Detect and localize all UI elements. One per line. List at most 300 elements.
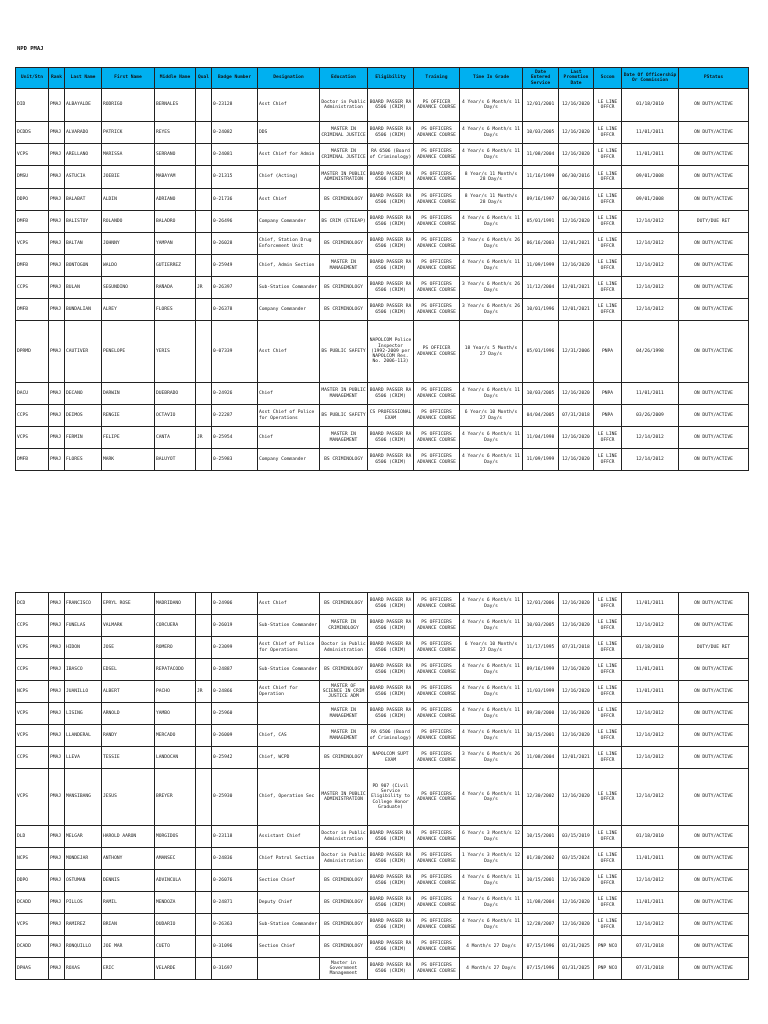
table-cell: 12/14/2012	[622, 769, 679, 826]
table-cell: 10/15/2001	[523, 870, 559, 892]
table-cell	[196, 769, 212, 826]
table-cell: 0-26009	[212, 725, 258, 747]
table-cell: 0-23118	[212, 826, 258, 848]
personnel-table-2	[15, 592, 749, 980]
table-cell: BOARD PASSER RA 6506 (CRIM)	[368, 383, 414, 405]
table-header	[16, 68, 749, 89]
table-cell: FLORES	[65, 449, 102, 471]
table-cell	[196, 211, 212, 233]
table-cell: Asst Chief	[258, 89, 320, 122]
table-cell	[196, 826, 212, 848]
table-cell: 03/15/2019	[559, 826, 594, 848]
table-cell: 11/12/2004	[523, 277, 559, 299]
table-cell: MASTER IN MANAGEMENT	[320, 427, 368, 449]
column-header: PStatus	[679, 68, 749, 89]
table-cell: ON DUTY/ACTIVE	[679, 892, 749, 914]
table-cell: 12/01/2021	[559, 299, 594, 321]
table-cell: 11/01/2011	[622, 659, 679, 681]
table-cell: NAPOLCOM SUPT EXAM	[368, 747, 414, 769]
table-cell: BULAN	[65, 277, 102, 299]
table-cell: 3 Year/s 6 Month/s 26 Day/s	[460, 233, 523, 255]
table-cell: BS CRIMINOLOGY	[320, 277, 368, 299]
table-cell: GUTIERREZ	[155, 255, 196, 277]
table-cell: PMAJ	[49, 405, 65, 427]
table-cell: BS CRIMINOLOGY	[320, 870, 368, 892]
table-cell: ON DUTY/ACTIVE	[679, 299, 749, 321]
table-cell: 0-24906	[212, 593, 258, 615]
table-row	[16, 383, 749, 405]
table-cell: CS PROFESSIONAL EXAM	[368, 405, 414, 427]
table-cell: 07/31/2018	[559, 637, 594, 659]
table-cell: RAMIL	[102, 892, 155, 914]
table-cell: MARK	[102, 449, 155, 471]
table-cell: PMAJ	[49, 958, 65, 980]
column-header: Unit/Stn	[16, 68, 49, 89]
table-cell: PS OFFICERS ADVANCE COURSE	[414, 427, 460, 449]
table-cell: RAÑADA	[155, 277, 196, 299]
table-cell: CCPS	[16, 747, 49, 769]
table-cell: 01/31/2025	[559, 936, 594, 958]
table-cell: ALBAYALDE	[65, 89, 102, 122]
table-cell: 0-22287	[212, 405, 258, 427]
table-cell: 12/14/2012	[622, 233, 679, 255]
column-header: Middle Name	[155, 68, 196, 89]
table-cell: 07/15/1996	[523, 958, 559, 980]
table-cell: MASTER IN PUBLIC MANAGEMENT	[320, 383, 368, 405]
table-cell: BREYER	[155, 769, 196, 826]
table-cell: ON DUTY/ACTIVE	[679, 593, 749, 615]
table-cell: ON DUTY/ACTIVE	[679, 769, 749, 826]
table-cell: 10/03/2005	[523, 122, 559, 144]
table-cell: PNP NCO	[594, 936, 622, 958]
table-cell: 11/09/1999	[523, 255, 559, 277]
table-row	[16, 144, 749, 166]
table-cell: DMFB	[16, 299, 49, 321]
table-cell: PS OFFICERS ADVANCE COURSE	[414, 449, 460, 471]
table-cell: 11/04/1998	[523, 427, 559, 449]
table-cell: Section Chief	[258, 870, 320, 892]
table-cell: BS CRIMINOLOGY	[320, 189, 368, 211]
table-cell	[196, 637, 212, 659]
table-row	[16, 593, 749, 615]
table-cell: 3 Year/s 6 Month/s 26 Day/s	[460, 277, 523, 299]
table-row	[16, 892, 749, 914]
column-header: Badge Number	[212, 68, 258, 89]
table-cell: CCPS	[16, 659, 49, 681]
page-label: NPD PMAJ	[17, 46, 44, 52]
table-cell: LE LINE OFFCR	[594, 826, 622, 848]
table-cell: Chief	[258, 427, 320, 449]
table-cell: JR	[196, 427, 212, 449]
table-cell: DEIMOS	[65, 405, 102, 427]
table-cell: 4 Year/s 6 Month/s 11 Day/s	[460, 449, 523, 471]
column-header: Eligibility	[368, 68, 414, 89]
table-cell: 12/16/2020	[559, 681, 594, 703]
table-cell: 0-23128	[212, 89, 258, 122]
table-cell: ON DUTY/ACTIVE	[679, 427, 749, 449]
table-cell: NCPS	[16, 848, 49, 870]
table-cell: 11/01/2011	[622, 383, 679, 405]
table-cell: 12/28/2007	[523, 914, 559, 936]
table-cell: Asst Chief of Police for Operations	[258, 405, 320, 427]
table-cell: BOARD PASSER RA 6506 (CRIM)	[368, 958, 414, 980]
table-cell: 07/31/2018	[559, 405, 594, 427]
table-row	[16, 615, 749, 637]
table-cell: Master in Government Management	[320, 958, 368, 980]
table-cell: LE LINE OFFCR	[594, 144, 622, 166]
table-cell: PS OFFICERS ADVANCE COURSE	[414, 615, 460, 637]
table-cell: 4 Year/s 6 Month/s 11 Day/s	[460, 703, 523, 725]
table-cell: 06/30/2016	[559, 189, 594, 211]
table-cell: Asst Chief	[258, 321, 320, 383]
table-cell: ADRIANO	[155, 189, 196, 211]
table-cell: DPRMD	[16, 321, 49, 383]
table-cell: BUNDALIAN	[65, 299, 102, 321]
table-cell: 12/14/2012	[622, 277, 679, 299]
table-cell: 11/01/2011	[622, 593, 679, 615]
table-cell: Asst Chief	[258, 189, 320, 211]
table-cell: BOARD PASSER RA 6506 (CRIM)	[368, 870, 414, 892]
column-header: Last Name	[65, 68, 102, 89]
table-cell	[196, 299, 212, 321]
table-row	[16, 747, 749, 769]
table-cell: PMAJ	[49, 892, 65, 914]
table-cell: ON DUTY/ACTIVE	[679, 449, 749, 471]
table-cell: MERCADO	[155, 725, 196, 747]
table-row	[16, 681, 749, 703]
table-cell: BOARD PASSER RA 6506 (CRIM)	[368, 659, 414, 681]
table-row	[16, 299, 749, 321]
table-cell: LE LINE OFFCR	[594, 277, 622, 299]
table-cell: 0-24887	[212, 659, 258, 681]
table-cell: 0-25954	[212, 427, 258, 449]
table-cell: MADRIDANO	[155, 593, 196, 615]
table-cell: PS OFFICERS ADVANCE COURSE	[414, 848, 460, 870]
table-cell: DCADD	[16, 936, 49, 958]
table-cell: 12/16/2020	[559, 89, 594, 122]
table-cell: BS CRIMINOLOGY	[320, 593, 368, 615]
table-cell: RA 6506 (Board of Criminology)	[368, 144, 414, 166]
table-cell: PMAJ	[49, 747, 65, 769]
table-cell: 11/08/2004	[523, 144, 559, 166]
table-cell	[258, 703, 320, 725]
table-cell: BOARD PASSER RA 6506 (CRIM)	[368, 681, 414, 703]
table-cell: 4 Year/s 6 Month/s 11 Day/s	[460, 122, 523, 144]
table-cell: 04/26/1998	[622, 321, 679, 383]
table-cell: PS OFFICERS ADVANCE COURSE	[414, 405, 460, 427]
table-cell: ON DUTY/ACTIVE	[679, 659, 749, 681]
table-row	[16, 637, 749, 659]
column-header: Time In Grade	[460, 68, 523, 89]
table-cell: PMAJ	[49, 427, 65, 449]
table-cell: ON DUTY/ACTIVE	[679, 703, 749, 725]
table-cell: BRIAN	[102, 914, 155, 936]
table-cell	[196, 659, 212, 681]
table-cell: PS OFFICERS ADVANCE COURSE	[414, 637, 460, 659]
table-cell: Sub-Station Commander	[258, 615, 320, 637]
table-cell: YAMPAN	[155, 233, 196, 255]
table-cell: VCPS	[16, 637, 49, 659]
table-cell: BOARD PASSER RA 6506 (CRIM)	[368, 211, 414, 233]
table-cell: ON DUTY/ACTIVE	[679, 122, 749, 144]
table-row	[16, 703, 749, 725]
table-cell: 4 Year/s 6 Month/s 11 Day/s	[460, 211, 523, 233]
table-cell: LE LINE OFFCR	[594, 122, 622, 144]
table-cell: PMAJ	[49, 936, 65, 958]
table-cell: 3 Year/s 6 Month/s 26 Day/s	[460, 299, 523, 321]
table-cell: LE LINE OFFCR	[594, 637, 622, 659]
table-cell: MANSIBANG	[65, 769, 102, 826]
table-cell: JOE MAR	[102, 936, 155, 958]
table-cell: 0-26397	[212, 277, 258, 299]
table-row	[16, 211, 749, 233]
table-cell: LE LINE OFFCR	[594, 211, 622, 233]
table-cell: 3 Year/s 6 Month/s 26 Day/s	[460, 747, 523, 769]
table-row	[16, 233, 749, 255]
table-row	[16, 166, 749, 189]
table-cell: PMAJ	[49, 769, 65, 826]
table-cell: DUTY/DUE RET	[679, 637, 749, 659]
table-cell: MARISSA	[102, 144, 155, 166]
table-cell: LE LINE OFFCR	[594, 233, 622, 255]
table-cell: Chief Patrol Section	[258, 848, 320, 870]
table-cell: LE LINE OFFCR	[594, 166, 622, 189]
table-cell: 11/01/2011	[622, 892, 679, 914]
table-cell: PS OFFICERS ADVANCE COURSE	[414, 166, 460, 189]
table-cell: 07/31/2018	[622, 936, 679, 958]
table-cell: PMAJ	[49, 637, 65, 659]
table-cell: 4 Month/s 27 Day/s	[460, 936, 523, 958]
table-cell: ON DUTY/ACTIVE	[679, 89, 749, 122]
table-cell: 0-24081	[212, 144, 258, 166]
table-cell: BOARD PASSER RA 6506 (CRIM)	[368, 593, 414, 615]
table-cell: Doctor in Public Administration	[320, 848, 368, 870]
table-cell: 12/16/2020	[559, 211, 594, 233]
table-cell: PS OFFICERS ADVANCE COURSE	[414, 299, 460, 321]
table-cell: FELIPE	[102, 427, 155, 449]
table-cell: 04/04/2005	[523, 405, 559, 427]
table-cell: PS OFFICERS ADVANCE COURSE	[414, 659, 460, 681]
table-cell: DPHAS	[16, 958, 49, 980]
table-cell: 12/01/2001	[523, 89, 559, 122]
table-cell: 11/09/1999	[523, 449, 559, 471]
table-cell: 06/16/2003	[523, 233, 559, 255]
table-cell: RONQUILLO	[65, 936, 102, 958]
table-cell: ON DUTY/ACTIVE	[679, 405, 749, 427]
table-cell: PMAJ	[49, 122, 65, 144]
table-cell: BOARD PASSER RA 6506 (CRIM)	[368, 914, 414, 936]
table-cell: PNPA	[594, 405, 622, 427]
table-cell: ANTHONY	[102, 848, 155, 870]
table-cell: BALUYOT	[155, 449, 196, 471]
table-cell	[196, 122, 212, 144]
table-cell: PS OFFICERS ADVANCE COURSE	[414, 936, 460, 958]
table-cell: BOARD PASSER RA 6506 (CRIM)	[368, 848, 414, 870]
table-cell: ON DUTY/ACTIVE	[679, 255, 749, 277]
table-cell: FUNELAS	[65, 615, 102, 637]
table-cell: BS CRIMINOLOGY	[320, 936, 368, 958]
table-cell: BS PUBLIC SAFETY	[320, 405, 368, 427]
table-cell	[196, 189, 212, 211]
table-cell: 4 Year/s 6 Month/s 11 Day/s	[460, 725, 523, 747]
table-cell	[196, 892, 212, 914]
table-cell: 11/01/2011	[622, 681, 679, 703]
table-cell	[196, 89, 212, 122]
table-cell: 12/16/2020	[559, 914, 594, 936]
table-cell: CANTA	[155, 427, 196, 449]
table-cell: VALMARK	[102, 615, 155, 637]
table-cell: PS OFFICERS ADVANCE COURSE	[414, 255, 460, 277]
table-cell: MASTER IN CRIMINOLOGY	[320, 615, 368, 637]
table-cell: PS OFFICERS ADVANCE COURSE	[414, 211, 460, 233]
table-cell: JOEBIE	[102, 166, 155, 189]
table-cell: 4 Year/s 6 Month/s 11 Day/s	[460, 383, 523, 405]
table-cell: RENGIE	[102, 405, 155, 427]
table-cell: 09/30/2000	[523, 703, 559, 725]
table-cell: ADVINCULA	[155, 870, 196, 892]
table-cell: ON DUTY/ACTIVE	[679, 144, 749, 166]
table-cell: PS OFFICERS ADVANCE COURSE	[414, 122, 460, 144]
table-row	[16, 848, 749, 870]
table-row	[16, 277, 749, 299]
table-cell: IBASCO	[65, 659, 102, 681]
table-cell: MORGIDOS	[155, 826, 196, 848]
table-cell: CCPS	[16, 615, 49, 637]
table-cell: 11/08/2004	[523, 892, 559, 914]
table-cell: HAROLD AARON	[102, 826, 155, 848]
table-cell: LE LINE OFFCR	[594, 615, 622, 637]
table-cell: NCPS	[16, 681, 49, 703]
table-cell: PNP NCO	[594, 958, 622, 980]
table-cell: ON DUTY/ACTIVE	[679, 166, 749, 189]
table-cell: LE LINE OFFCR	[594, 747, 622, 769]
table-cell: PILLOS	[65, 892, 102, 914]
table-cell: 0-24866	[212, 681, 258, 703]
table-cell: ASTUCIA	[65, 166, 102, 189]
table-cell: 0-24836	[212, 848, 258, 870]
table-cell: BALISTOY	[65, 211, 102, 233]
table-cell: LE LINE OFFCR	[594, 870, 622, 892]
table-cell: ALDIN	[102, 189, 155, 211]
table-cell: MENDOZA	[155, 892, 196, 914]
table-cell	[196, 936, 212, 958]
table-cell: FLORES	[155, 299, 196, 321]
table-cell: 07/15/1996	[523, 936, 559, 958]
table-cell: CUETO	[155, 936, 196, 958]
table-cell: 01/18/2010	[622, 89, 679, 122]
table-cell: BS CRIMINOLOGY	[320, 233, 368, 255]
table-cell: 6 Year/s 10 Month/s 27 Day/s	[460, 405, 523, 427]
table-cell: PS OFFICERS ADVANCE COURSE	[414, 769, 460, 826]
table-cell: CCPS	[16, 277, 49, 299]
table-cell: PS OFFICERS ADVANCE COURSE	[414, 958, 460, 980]
table-cell: LE LINE OFFCR	[594, 769, 622, 826]
table-cell: Doctor in Public Administration	[320, 89, 368, 122]
column-header: Date Of Officership Or Commission	[622, 68, 679, 89]
table-cell: Doctor in Public Administration	[320, 637, 368, 659]
table-cell: BOARD PASSER RA 6506 (CRIM)	[368, 449, 414, 471]
table-cell: 0-26378	[212, 299, 258, 321]
table-cell: 12/30/2002	[523, 769, 559, 826]
table-cell: BOARD PASSER RA 6506 (CRIM)	[368, 703, 414, 725]
table-row	[16, 936, 749, 958]
table-cell: MASTER IN MANAGEMENT	[320, 255, 368, 277]
table-cell: 12/16/2020	[559, 725, 594, 747]
table-row	[16, 89, 749, 122]
table-cell: 0-21315	[212, 166, 258, 189]
table-cell: 12/16/2020	[559, 449, 594, 471]
table-cell: LE LINE OFFCR	[594, 189, 622, 211]
table-cell: 12/16/2020	[559, 144, 594, 166]
column-header: Rank	[49, 68, 65, 89]
table-cell: 12/14/2012	[622, 449, 679, 471]
table-cell: MASTER IN PUBLIC ADMINISTRATION	[320, 769, 368, 826]
table-cell: OCTAVIO	[155, 405, 196, 427]
table-cell: 12/01/2021	[559, 277, 594, 299]
table-cell: ALBERT	[102, 681, 155, 703]
table-cell: PS OFFICERS ADVANCE COURSE	[414, 277, 460, 299]
table-cell: 4 Year/s 6 Month/s 11 Day/s	[460, 615, 523, 637]
column-header: Qual	[196, 68, 212, 89]
table-cell: LANDOCAN	[155, 747, 196, 769]
table-cell: 12/16/2020	[559, 892, 594, 914]
table-row	[16, 255, 749, 277]
table-cell: FRANCISCO	[65, 593, 102, 615]
table-cell: BALTAN	[65, 233, 102, 255]
table-cell: FERMIN	[65, 427, 102, 449]
table-cell: 0-26028	[212, 233, 258, 255]
table-cell: 0-24871	[212, 892, 258, 914]
table-cell: ON DUTY/ACTIVE	[679, 958, 749, 980]
table-cell: DENNIS	[102, 870, 155, 892]
table-cell: MONDEJAR	[65, 848, 102, 870]
table-cell: ON DUTY/ACTIVE	[679, 914, 749, 936]
table-cell: 0-21736	[212, 189, 258, 211]
table-cell	[196, 166, 212, 189]
table-cell: BOARD PASSER RA 6506 (CRIM)	[368, 255, 414, 277]
table-cell: LE LINE OFFCR	[594, 725, 622, 747]
table-cell: 0-25983	[212, 449, 258, 471]
table-row	[16, 725, 749, 747]
table-cell: 06/30/2016	[559, 166, 594, 189]
table-cell: 4 Year/s 6 Month/s 11 Day/s	[460, 593, 523, 615]
table-cell: ERIC	[102, 958, 155, 980]
table-cell: 12/16/2020	[559, 122, 594, 144]
table-cell: 0-25949	[212, 255, 258, 277]
table-cell: PMAJ	[49, 848, 65, 870]
table-cell: PMAJ	[49, 233, 65, 255]
table-cell: PS OFFICERS ADVANCE COURSE	[414, 826, 460, 848]
table-cell: VCPS	[16, 233, 49, 255]
table-cell: PENELOPE	[102, 321, 155, 383]
table-cell	[196, 144, 212, 166]
table-cell: 10/03/2005	[523, 615, 559, 637]
table-cell: MASTER IN MANAGEMENT	[320, 725, 368, 747]
table-cell: BS CRIMINOLOGY	[320, 299, 368, 321]
table-cell: 12/01/2006	[523, 593, 559, 615]
table-cell: 8 Year/s 11 Month/s 28 Day/s	[460, 189, 523, 211]
table-row	[16, 189, 749, 211]
table-cell: MASTER IN MANAGEMENT	[320, 703, 368, 725]
table-cell: TESSIE	[102, 747, 155, 769]
table-cell: LE LINE OFFCR	[594, 593, 622, 615]
table-row	[16, 122, 749, 144]
table-cell: EPRYL ROSE	[102, 593, 155, 615]
column-header: Last Promotion Date	[559, 68, 594, 89]
table-cell: ON DUTY/ACTIVE	[679, 321, 749, 383]
table-cell: BOARD PASSER RA 6506 (CRIM)	[368, 122, 414, 144]
table-cell: BOARD PASSER RA 6506 (CRIM)	[368, 637, 414, 659]
